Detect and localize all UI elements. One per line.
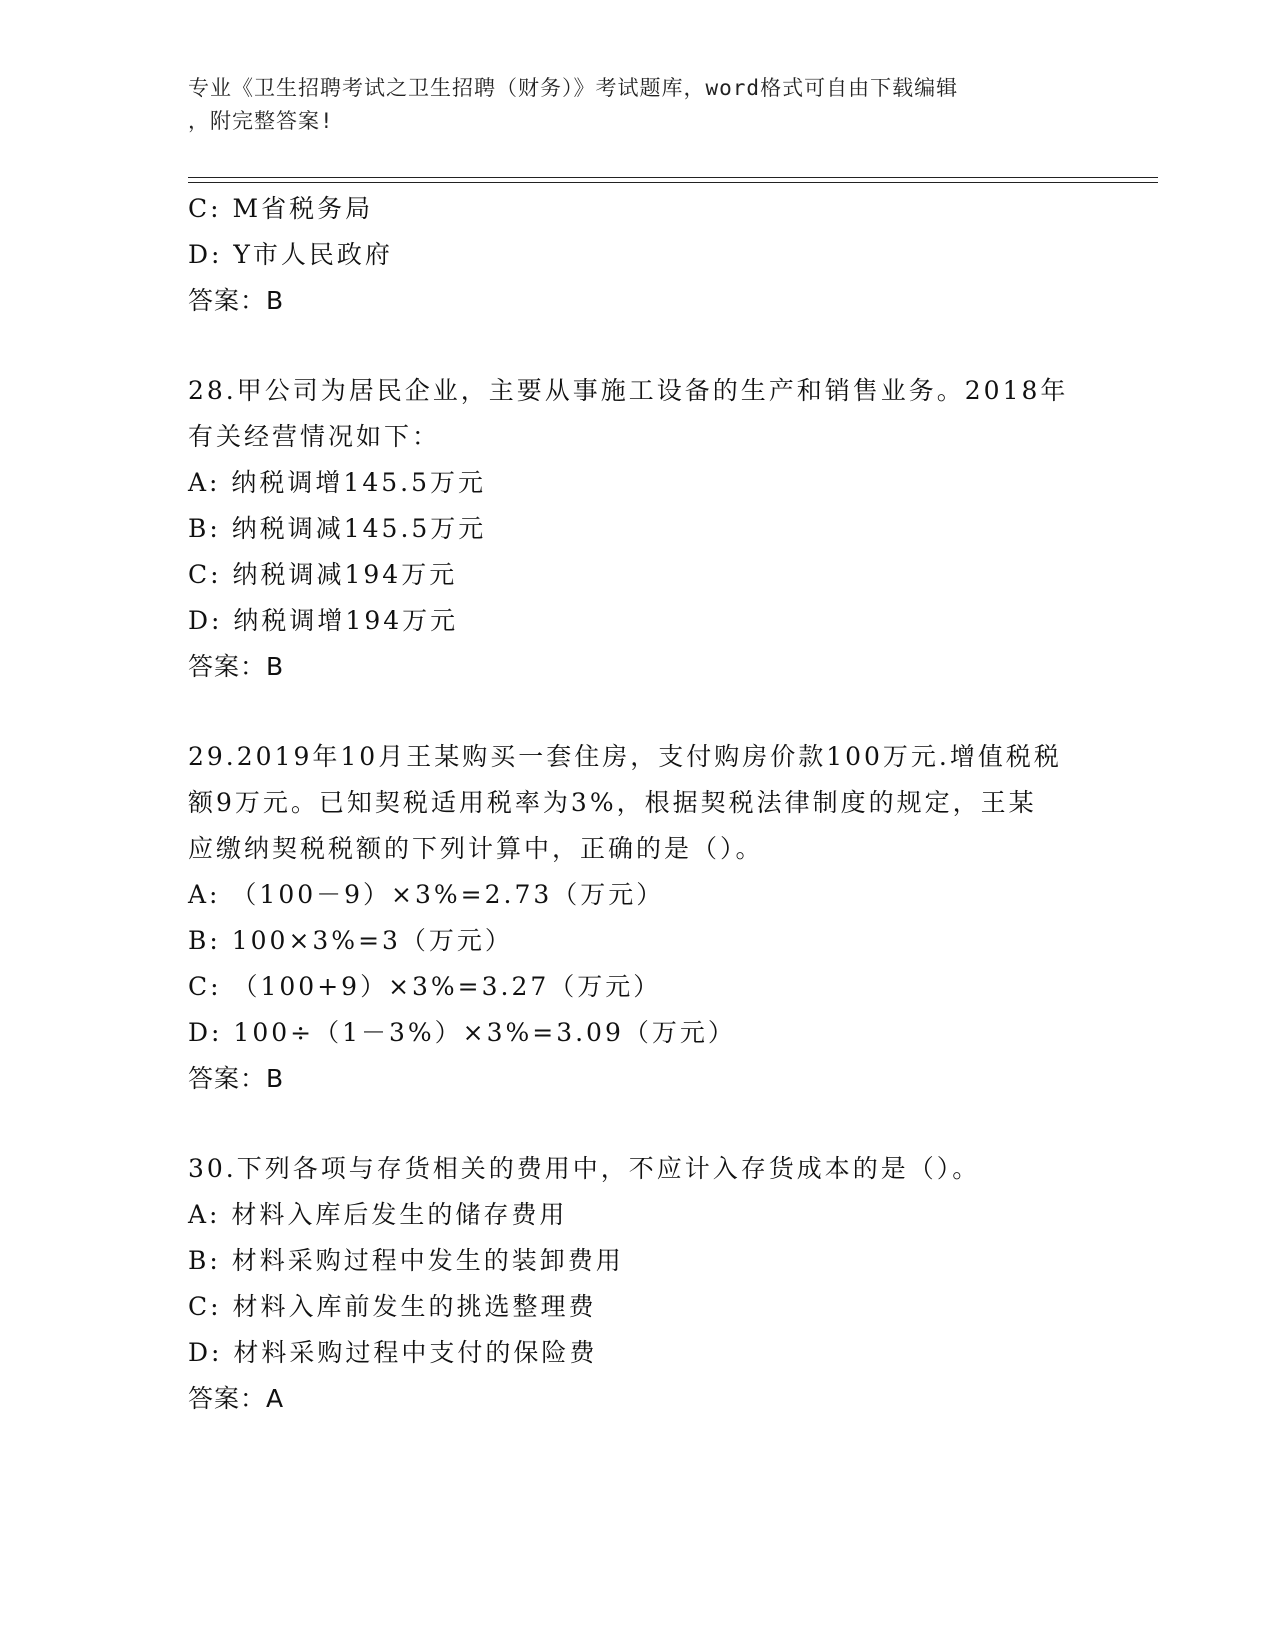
option-b: B: 纳税调减145.5万元: [188, 514, 487, 543]
option-b: B: 材料采购过程中发生的装卸费用: [188, 1246, 624, 1275]
option-d: D: Y市人民政府: [188, 240, 393, 269]
question-30: [188, 1146, 1088, 1422]
option-a: A: 纳税调增145.5万元: [188, 468, 486, 497]
option-c: C: 材料入库前发生的挑选整理费: [188, 1292, 597, 1321]
spacer: [188, 690, 1088, 734]
question-27-tail: [188, 186, 1088, 324]
option-d: D: 100÷（1－3%）×3%=3.09（万元）: [188, 1018, 736, 1047]
question-28: [188, 368, 1088, 690]
question-text-line: 29.2019年10月王某购买一套住房，支付购房价款100万元.增值税税: [188, 742, 1062, 771]
answer-line: 答案：B: [188, 652, 285, 681]
page-header: [188, 72, 1088, 138]
option-c: C: M省税务局: [188, 194, 374, 223]
option-d: D: 材料采购过程中支付的保险费: [188, 1338, 598, 1367]
answer-line: 答案：B: [188, 286, 285, 315]
option-b: B: 100×3%=3（万元）: [188, 926, 513, 955]
option-c: C: 纳税调减194万元: [188, 560, 458, 589]
option-a: A: （100－9）×3%=2.73（万元）: [188, 880, 665, 909]
option-a: A: 材料入库后发生的储存费用: [188, 1200, 568, 1229]
header-divider-bottom: [188, 182, 1158, 183]
option-c: C: （100+9）×3%=3.27（万元）: [188, 972, 662, 1001]
spacer: [188, 1102, 1088, 1146]
question-text-line: 有关经营情况如下：: [188, 422, 441, 451]
option-d: D: 纳税调增194万元: [188, 606, 459, 635]
question-29: [188, 734, 1088, 1102]
header-line-1: 专业《卫生招聘考试之卫生招聘（财务）》考试题库，word格式可自由下载编辑: [188, 76, 959, 100]
header-line-2: ，附完整答案!: [188, 109, 334, 133]
question-text-line: 28.甲公司为居民企业，主要从事施工设备的生产和销售业务。2018年: [188, 376, 1069, 405]
question-text-line: 应缴纳契税税额的下列计算中，正确的是（）。: [188, 834, 764, 863]
answer-line: 答案：A: [188, 1384, 285, 1413]
question-list: [188, 186, 1088, 1422]
question-text-line: 30.下列各项与存货相关的费用中，不应计入存货成本的是（）。: [188, 1154, 981, 1183]
answer-line: 答案：B: [188, 1064, 285, 1093]
spacer: [188, 324, 1088, 368]
question-text-line: 额9万元。已知契税适用税率为3%，根据契税法律制度的规定，王某: [188, 788, 1037, 817]
header-divider-top: [188, 177, 1158, 178]
